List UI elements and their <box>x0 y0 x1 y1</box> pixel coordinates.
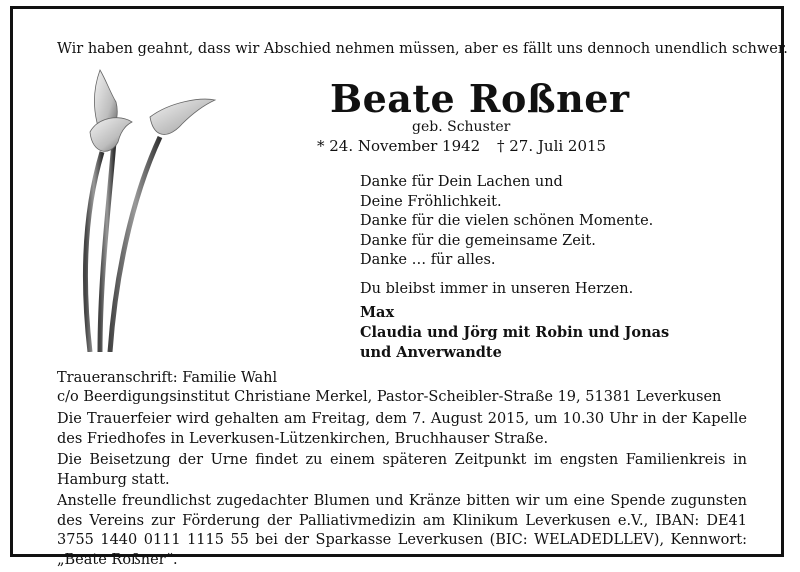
signer: Claudia und Jörg mit Robin und Jonas <box>360 324 670 341</box>
poem-line: Danke für die vielen schönen Momente. <box>360 213 654 229</box>
signers <box>360 303 669 363</box>
poem-line: Danke für Dein Lachen und <box>360 174 563 190</box>
death-date: † 27. Juli 2015 <box>497 137 607 155</box>
poem <box>360 173 653 271</box>
address-line: Traueranschrift: Familie Wahl <box>57 370 278 386</box>
info-paragraph: Die Beisetzung der Urne findet zu einem späteren Zeitpunkt im engsten Familienkreis in Hamburg statt. <box>57 452 747 488</box>
calla-lily-flowers-icon <box>70 62 230 352</box>
deceased-name: Beate Roßner <box>330 76 630 121</box>
service-info <box>57 410 747 572</box>
signer: Max <box>360 304 395 321</box>
birth-date: * 24. November 1942 <box>317 137 481 155</box>
poem-line: Deine Fröhlichkeit. <box>360 193 502 210</box>
info-paragraph: Die Trauerfeier wird gehalten am Freitag, dem 7. August 2015, um 10.30 Uhr in der Kapelle des Friedhofes in Leverkusen-Lützenkirchen, Bruchhauser Straße. <box>57 411 747 447</box>
mourning-address <box>57 369 721 407</box>
born-name: geb. Schuster <box>412 119 511 135</box>
poem-line: Danke … für alles. <box>360 252 496 268</box>
address-line: c/o Beerdigungsinstitut Christiane Merkel, Pastor-Scheibler-Straße 19, 51381 Leverkusen <box>57 389 722 405</box>
info-paragraph: Anstelle freundlichst zugedachter Blumen und Kränze bitten wir um eine Spende zugunsten des Vereins zur Förderung der Palliativmedizin am Klinikum Leverkusen e.V., IBAN: DE41 3755 1440 0111 1115 55 bei der Sparkasse Leverkusen (BIC: WELADEDLLEV), Kennwort: „Beate Roßner“. <box>57 493 747 568</box>
memory-line: Du bleibst immer in unseren Herzen. <box>360 281 634 297</box>
intro-text: Wir haben geahnt, dass wir Abschied nehmen müssen, aber es fällt uns dennoch unendlich schwer. <box>57 41 788 57</box>
signer: und Anverwandte <box>360 344 502 361</box>
poem-line: Danke für die gemeinsame Zeit. <box>360 232 596 249</box>
